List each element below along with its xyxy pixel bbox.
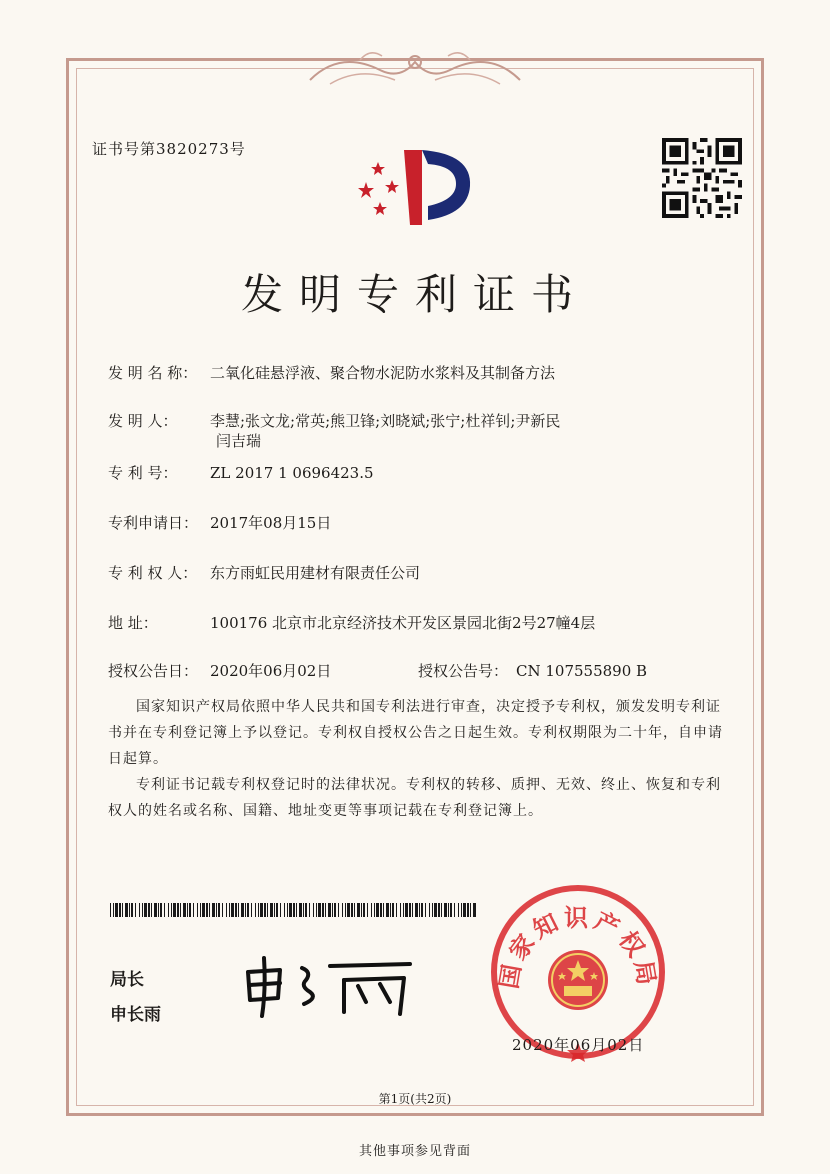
barcode-bar (334, 903, 336, 917)
barcode-bar (313, 903, 314, 917)
barcode-bar (444, 903, 447, 917)
field-inventors (108, 410, 560, 431)
barcode-bar (202, 903, 205, 917)
barcode-bar (434, 903, 437, 917)
field-patent-number (108, 462, 374, 483)
barcode-bar (148, 903, 150, 917)
barcode-bar (347, 903, 350, 917)
field-value: 二氧化硅悬浮液、聚合物水泥防水浆料及其制备方法 (210, 364, 556, 382)
barcode-bar (374, 903, 375, 917)
barcode-bar (226, 903, 227, 917)
barcode-bar (189, 903, 191, 917)
barcode-bar (197, 903, 198, 917)
barcode-bar (125, 903, 128, 917)
barcode-bar (305, 903, 307, 917)
barcode-bar (144, 903, 147, 917)
barcode-bar (328, 903, 331, 917)
barcode-bar (216, 903, 217, 917)
barcode-bar (322, 903, 324, 917)
barcode-bar (357, 903, 360, 917)
barcode-bar (345, 903, 346, 917)
field-filing-date (108, 512, 331, 533)
barcode-bar (415, 903, 418, 917)
barcode-bar (289, 903, 292, 917)
field-label: 专 利 号： (108, 464, 178, 482)
barcode-bar (280, 903, 281, 917)
barcode-bar (363, 903, 365, 917)
field-grant-date (108, 660, 331, 681)
barcode-bar (206, 903, 208, 917)
barcode-bar (218, 903, 220, 917)
field-value: 2020年06月02日 (210, 662, 332, 680)
barcode-bar (376, 903, 379, 917)
field-patentee (108, 562, 420, 583)
barcode-bar (419, 903, 420, 917)
barcode-bar (400, 903, 401, 917)
barcode-bar (367, 903, 368, 917)
field-label: 专 利 权 人： (108, 564, 198, 582)
barcode-bar (260, 903, 263, 917)
barcode-bar (209, 903, 210, 917)
barcode-bar (342, 903, 343, 917)
barcode-bar (386, 903, 389, 917)
barcode-bar (245, 903, 246, 917)
barcode-bar (241, 903, 244, 917)
barcode-bar (255, 903, 256, 917)
barcode-bar (429, 903, 430, 917)
barcode-bar (160, 903, 162, 917)
barcode-bar (470, 903, 471, 917)
barcode-bar (309, 903, 310, 917)
barcode-bar (425, 903, 426, 917)
national-emblem-icon (548, 950, 608, 1010)
barcode-bar (361, 903, 362, 917)
barcode-bar (458, 903, 459, 917)
field-grant-number (418, 660, 647, 681)
barcode-bar (158, 903, 159, 917)
barcode-bar (247, 903, 249, 917)
director-signature-icon (240, 950, 420, 1020)
barcode-bar (299, 903, 302, 917)
barcode-bar (390, 903, 391, 917)
field-value: 东方雨虹民用建材有限责任公司 (210, 564, 421, 582)
field-inventors-continued: 闫吉瑞 (216, 432, 262, 450)
barcode-bar (177, 903, 179, 917)
certificate-title: 发明专利证书 (240, 270, 589, 319)
barcode-bar (154, 903, 157, 917)
barcode-bar (168, 903, 169, 917)
barcode-bar (351, 903, 353, 917)
barcode-icon (110, 903, 480, 917)
barcode-bar (135, 903, 136, 917)
barcode-bar (267, 903, 268, 917)
field-label: 授权公告号： (418, 662, 509, 680)
barcode-bar (421, 903, 423, 917)
barcode-bar (448, 903, 449, 917)
body-paragraph: 国家知识产权局依照中华人民共和国专利法进行审查，决定授予专利权，颁发发明专利证书并在专利登记簿上予以登记。专利权自授权公告之日起生效。专利权期限为二十年，自申请日起算。 (108, 699, 723, 767)
qr-code-icon (662, 138, 742, 218)
barcode-bar (441, 903, 442, 917)
barcode-bar (231, 903, 234, 917)
barcode-bar (396, 903, 397, 917)
barcode-bar (131, 903, 133, 917)
field-label: 发 明 名 称： (108, 364, 198, 382)
barcode-bar (318, 903, 321, 917)
barcode-bar (325, 903, 326, 917)
seal-date: 2020年06月02日 (512, 1036, 645, 1054)
barcode-bar (296, 903, 297, 917)
barcode-bar (119, 903, 121, 917)
field-label: 地 址： (108, 614, 158, 632)
body-paragraph: 专利证书记载专利权登记时的法律状况。专利权的转移、质押、无效、终止、恢复和专利权人的姓名或名称、国籍、地址变更等事项记载在专利登记簿上。 (108, 777, 721, 819)
barcode-bar (264, 903, 266, 917)
barcode-bar (332, 903, 333, 917)
barcode-bar (412, 903, 413, 917)
barcode-bar (113, 903, 114, 917)
barcode-bar (403, 903, 404, 917)
field-label: 专利申请日： (108, 514, 199, 532)
barcode-bar (454, 903, 455, 917)
field-value: CN 107555890 B (516, 662, 648, 680)
barcode-bar (235, 903, 237, 917)
certificate-number: 证书号第3820273号 (92, 140, 246, 158)
barcode-bar (405, 903, 408, 917)
barcode-bar (293, 903, 295, 917)
barcode-bar (258, 903, 259, 917)
barcode-bar (380, 903, 382, 917)
barcode-bar (187, 903, 188, 917)
barcode-bar (409, 903, 411, 917)
barcode-bar (450, 903, 452, 917)
barcode-bar (129, 903, 130, 917)
barcode-bar (164, 903, 165, 917)
field-value: 2017年08月15日 (210, 514, 332, 532)
barcode-bar (284, 903, 285, 917)
barcode-bar (383, 903, 384, 917)
barcode-bar (338, 903, 339, 917)
svg-text:国家知识产权局: 国家知识产权局 (493, 903, 663, 991)
barcode-bar (274, 903, 275, 917)
field-address (108, 612, 595, 633)
barcode-bar (200, 903, 201, 917)
top-ornament-icon (300, 40, 530, 100)
barcode-bar (180, 903, 181, 917)
field-value: 李慧;张文龙;常英;熊卫锋;刘晓斌;张宁;杜祥钊;尹新民 (210, 412, 561, 430)
barcode-bar (251, 903, 252, 917)
patent-office-logo-icon (352, 140, 482, 230)
barcode-bar (229, 903, 230, 917)
barcode-bar (115, 903, 118, 917)
barcode-bar (142, 903, 143, 917)
barcode-bar (270, 903, 273, 917)
barcode-bar (371, 903, 372, 917)
barcode-bar (212, 903, 215, 917)
barcode-bar (432, 903, 433, 917)
barcode-bar (438, 903, 440, 917)
barcode-bar (303, 903, 304, 917)
field-label: 发 明 人： (108, 412, 178, 430)
barcode-bar (316, 903, 317, 917)
barcode-bar (473, 903, 476, 917)
barcode-bar (183, 903, 186, 917)
field-invention-name (108, 362, 555, 383)
barcode-bar (354, 903, 355, 917)
footer-note: 其他事项参见背面 (358, 1144, 471, 1159)
field-value: 100176 北京市北京经济技术开发区景园北街2号27幢4层 (210, 614, 596, 632)
field-label: 授权公告日： (108, 662, 199, 680)
barcode-bar (122, 903, 123, 917)
barcode-bar (287, 903, 288, 917)
barcode-bar (110, 903, 111, 917)
barcode-bar (276, 903, 278, 917)
field-value: ZL 2017 1 0696423.5 (210, 464, 374, 482)
barcode-bar (461, 903, 462, 917)
barcode-bar (392, 903, 394, 917)
barcode-bar (238, 903, 239, 917)
barcode-bar (467, 903, 469, 917)
director-name: 申长雨 (110, 1005, 161, 1025)
barcode-bar (173, 903, 176, 917)
page-number: 第1页(共2页) (378, 1092, 452, 1106)
barcode-bar (151, 903, 152, 917)
certificate-body (108, 694, 728, 824)
barcode-bar (139, 903, 140, 917)
barcode-bar (171, 903, 172, 917)
barcode-bar (463, 903, 466, 917)
barcode-bar (193, 903, 194, 917)
barcode-bar (222, 903, 223, 917)
director-title: 局长 (110, 970, 144, 990)
